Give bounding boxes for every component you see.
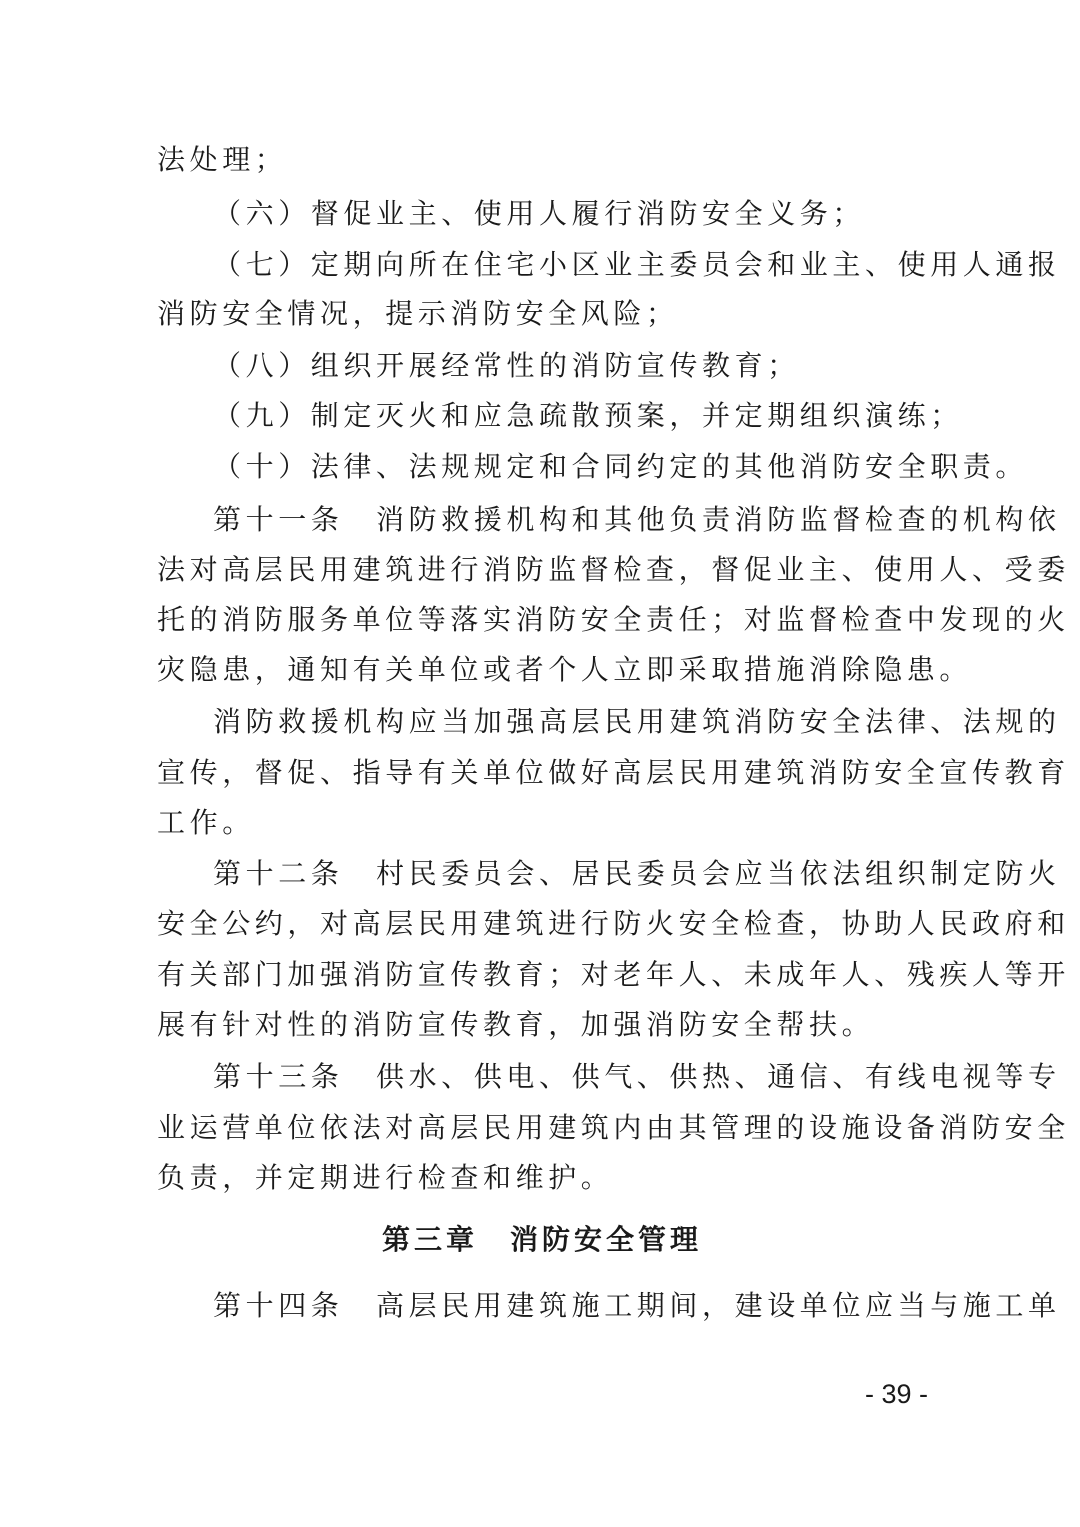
page-number: - 39 -: [864, 1379, 928, 1409]
chapter-heading: 第三章 消防安全管理: [381, 1223, 702, 1256]
text-line: 消防救援机构应当加强高层民用建筑消防安全法律、法规的: [213, 705, 1061, 738]
article-14-start: 第十四条 高层民用建筑施工期间，建设单位应当与施工单: [213, 1289, 1061, 1322]
text-line: 工作。: [157, 806, 255, 839]
text-line: （十）法律、法规规定和合同约定的其他消防安全职责。: [213, 450, 1029, 483]
text-line: 托的消防服务单位等落实消防安全责任；对监督检查中发现的火: [157, 603, 1070, 636]
text-line: 有关部门加强消防宣传教育；对老年人、未成年人、残疾人等开: [157, 958, 1070, 991]
text-line: 业运营单位依法对高层民用建筑内由其管理的设施设备消防安全: [157, 1111, 1070, 1144]
text-line: （七）定期向所在住宅小区业主委员会和业主、使用人通报: [213, 248, 1061, 281]
text-line: 安全公约，对高层民用建筑进行防火安全检查，协助人民政府和: [157, 907, 1070, 940]
text-line: （八）组织开展经常性的消防宣传教育；: [213, 349, 800, 382]
text-line: 法处理；: [157, 143, 288, 176]
text-line: 消防安全情况，提示消防安全风险；: [157, 297, 679, 330]
text-line: 灾隐患，通知有关单位或者个人立即采取措施消除隐患。: [157, 653, 973, 686]
text-line: 负责，并定期进行检查和维护。: [157, 1161, 614, 1194]
text-line: 法对高层民用建筑进行消防监督检查，督促业主、使用人、受委: [157, 553, 1070, 586]
text-line: 宣传，督促、指导有关单位做好高层民用建筑消防安全宣传教育: [157, 756, 1070, 789]
article-13-start: 第十三条 供水、供电、供气、供热、通信、有线电视等专: [213, 1060, 1061, 1093]
text-line: （九）制定灭火和应急疏散预案，并定期组织演练；: [213, 399, 963, 432]
text-line: 展有针对性的消防宣传教育，加强消防安全帮扶。: [157, 1008, 875, 1041]
article-12-start: 第十二条 村民委员会、居民委员会应当依法组织制定防火: [213, 857, 1061, 890]
text-line: （六）督促业主、使用人履行消防安全义务；: [213, 197, 866, 230]
article-11-start: 第十一条 消防救援机构和其他负责消防监督检查的机构依: [213, 503, 1061, 536]
